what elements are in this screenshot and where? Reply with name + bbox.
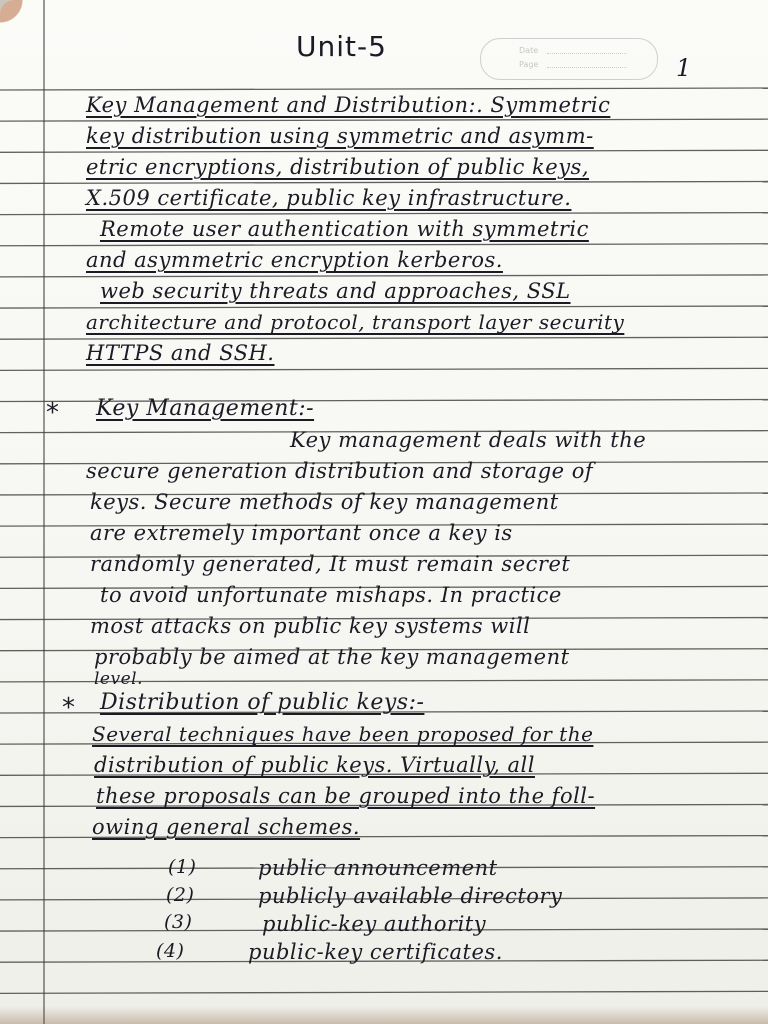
rule-line bbox=[0, 150, 768, 152]
scheme-number: (2) bbox=[166, 884, 195, 906]
syllabus-line: etric encryptions, distribution of public keys, bbox=[86, 155, 590, 179]
syllabus-line: Remote user authentication with symmetric bbox=[100, 217, 589, 241]
stamp-date-dash bbox=[547, 53, 627, 54]
syllabus-line: architecture and protocol, transport layer security bbox=[86, 310, 625, 334]
distribution-line: distribution of public keys. Virtually, all bbox=[94, 753, 535, 777]
page-title: Unit-5 bbox=[296, 30, 387, 63]
key-management-line: are extremely important once a key is bbox=[90, 521, 513, 545]
rule-line bbox=[0, 306, 768, 308]
key-management-line: keys. Secure methods of key management bbox=[90, 490, 559, 514]
rule-line bbox=[0, 368, 768, 370]
rule-line bbox=[0, 337, 768, 339]
key-management-line: to avoid unfortunate mishaps. In practice bbox=[100, 583, 562, 607]
distribution-heading: Distribution of public keys:- bbox=[100, 690, 425, 715]
syllabus-line: Key Management and Distribution:. Symmetric bbox=[86, 93, 611, 117]
page-bottom-shadow bbox=[0, 1006, 768, 1024]
stamp-page-label: Page bbox=[519, 60, 539, 69]
key-management-line: secure generation distribution and storage of bbox=[86, 459, 594, 483]
syllabus-line: and asymmetric encryption kerberos. bbox=[86, 248, 503, 272]
rule-line bbox=[0, 181, 768, 183]
distribution-bullet: * bbox=[62, 693, 76, 723]
syllabus-line: web security threats and approaches, SSL bbox=[100, 279, 571, 303]
key-management-heading: Key Management:- bbox=[96, 396, 315, 421]
page-number: 1 bbox=[676, 54, 692, 82]
scheme-text: publicly available directory bbox=[258, 884, 563, 908]
scheme-number: (4) bbox=[156, 940, 185, 962]
distribution-line: Several techniques have been proposed for the bbox=[92, 722, 594, 746]
rule-line bbox=[0, 275, 768, 277]
key-management-line: most attacks on public key systems will bbox=[90, 614, 531, 638]
distribution-line: owing general schemes. bbox=[92, 815, 361, 839]
scheme-text: public-key authority bbox=[262, 912, 487, 936]
scheme-text: public announcement bbox=[258, 856, 498, 880]
rule-line bbox=[0, 88, 768, 90]
scheme-number: (3) bbox=[164, 911, 193, 933]
rule-line bbox=[0, 213, 768, 215]
syllabus-line: X.509 certificate, public key infrastructure. bbox=[86, 186, 572, 210]
stamp-date-label: Date bbox=[519, 46, 539, 55]
key-management-bullet: * bbox=[46, 398, 60, 428]
scheme-text: public-key certificates. bbox=[248, 940, 503, 964]
distribution-line: these proposals can be grouped into the foll- bbox=[96, 784, 596, 808]
scheme-number: (1) bbox=[168, 856, 197, 878]
rule-line bbox=[0, 244, 768, 246]
date-page-stamp bbox=[480, 38, 658, 80]
rule-line bbox=[0, 119, 768, 121]
syllabus-line: HTTPS and SSH. bbox=[86, 341, 275, 365]
key-management-line: Key management deals with the bbox=[290, 428, 647, 452]
rule-line bbox=[0, 991, 768, 993]
key-management-line: probably be aimed at the key management bbox=[94, 645, 570, 669]
syllabus-line: key distribution using symmetric and asymm- bbox=[86, 124, 594, 148]
stamp-page-dash bbox=[547, 67, 627, 68]
key-management-line: randomly generated, It must remain secret bbox=[90, 552, 571, 576]
key-management-line: level. bbox=[94, 669, 144, 689]
